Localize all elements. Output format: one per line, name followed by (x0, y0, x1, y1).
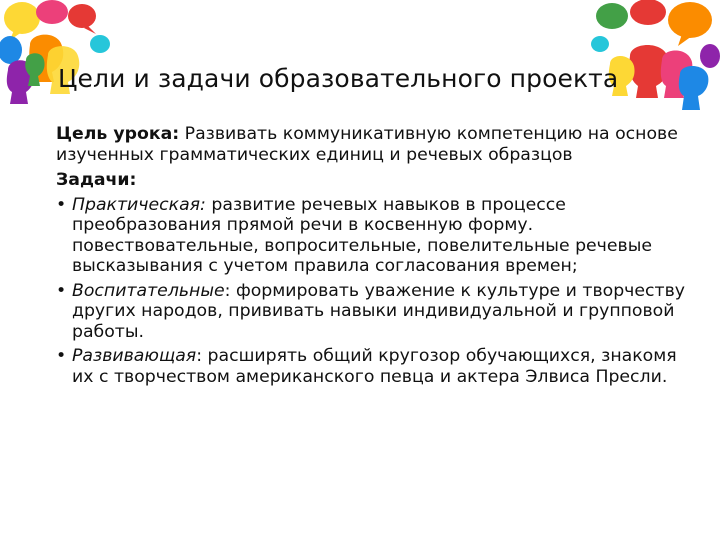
task-text: развитие речевых навыков в процессе преобразования прямой речи в косвенную форму. повествовательные, вопросительные, повелительные речевые высказывания с учетом правила согласования времен; (72, 194, 652, 276)
tasks-heading: Задачи: (56, 170, 137, 190)
task-name: Воспитательные (72, 280, 225, 301)
task-name: Практическая: (72, 194, 206, 215)
goal-label: Цель урока: (56, 124, 180, 144)
task-developmental (56, 346, 696, 387)
bullet: • (56, 194, 67, 215)
task-educational (56, 281, 696, 343)
colorful-heads-speech-bubbles-icon (590, 0, 720, 115)
colorful-heads-speech-bubbles-icon (0, 0, 115, 110)
goal-text: Развивать коммуникативную компетенцию на основе изученных грамматических единиц и речевых образцов (56, 124, 678, 165)
bullet: • (56, 280, 67, 301)
slide-body (56, 124, 696, 391)
slide-title: Цели и задачи образовательного проекта (58, 64, 619, 93)
tasks-list (56, 195, 696, 388)
task-text: : формировать уважение к культуре и творчеству других народов, прививать навыки индивидуальной и групповой работы. (72, 280, 685, 342)
task-name: Развивающая (72, 346, 197, 366)
task-text: : расширять общий кругозор обучающихся, знакомя их с творчеством американского певца и актера Элвиса Пресли. (72, 346, 677, 387)
bullet: • (56, 346, 67, 366)
task-practical (56, 195, 696, 277)
lesson-goal (56, 124, 696, 165)
